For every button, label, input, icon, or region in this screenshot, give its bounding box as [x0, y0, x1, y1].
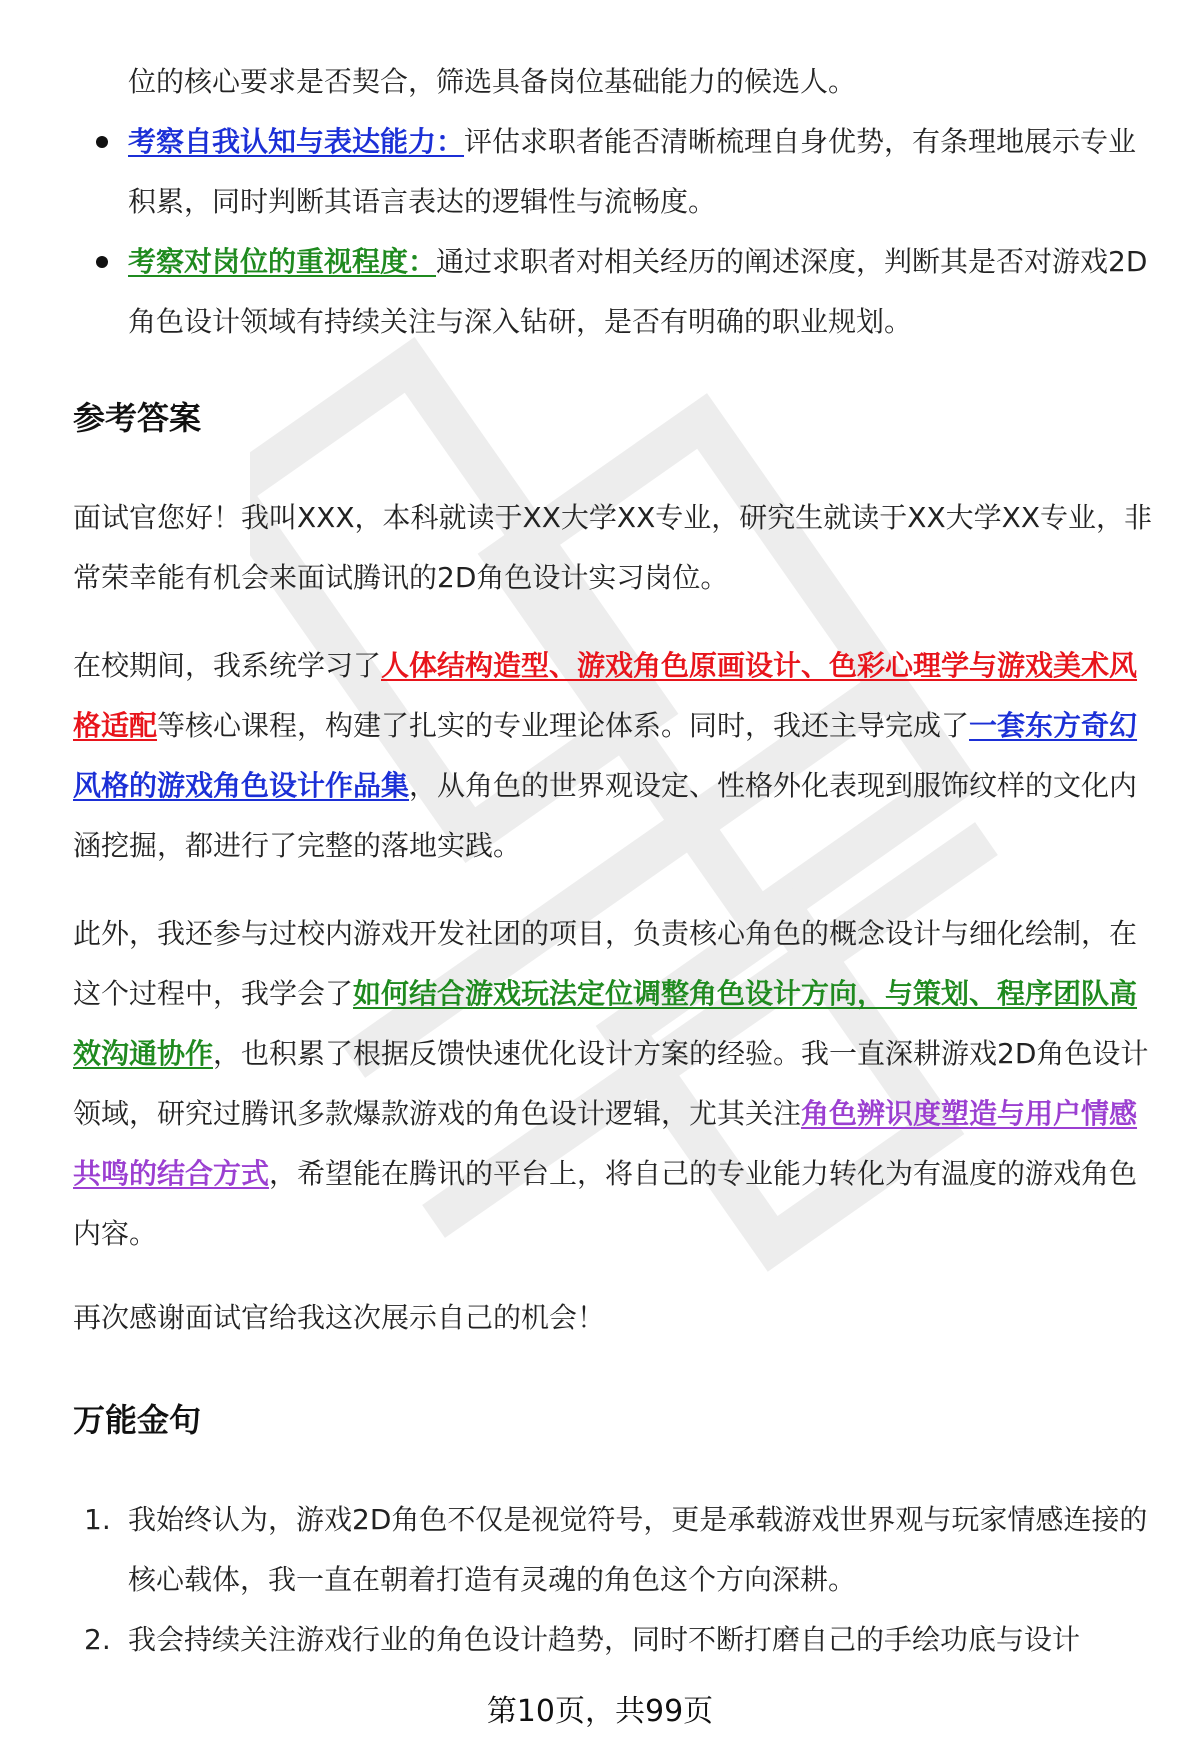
list-item	[0, 1490, 1158, 1610]
item-number: 1.	[84, 1503, 111, 1536]
highlight-label: 考察自我认知与表达能力：	[128, 125, 465, 158]
quotes-list	[0, 1490, 1160, 1670]
answer-paragraph-1: 面试官您好！我叫XXX，本科就读于XX大学XX专业，研究生就读于XX大学XX专业，非常荣幸能有机会来面试腾讯的2D角色设计实习岗位。	[73, 501, 1153, 594]
answer-paragraph-3	[73, 904, 1158, 1264]
page-number: 第10页，共99页	[486, 1694, 714, 1729]
item-text: 我会持续关注游戏行业的角色设计趋势，同时不断打磨自己的手绘功底与设计	[128, 1623, 1081, 1656]
section-title-answer: 参考答案	[73, 399, 202, 437]
highlight-collaboration: 如何结合游戏玩法定位调整角色设计方向，与策划、程序团队高效沟通协作	[73, 977, 1138, 1070]
section-title-quotes: 万能金句	[73, 1401, 202, 1439]
list-item	[0, 232, 1158, 352]
item-text: 评估求职者能否清晰梳理自身优势，有条理地展示专业积累，同时判断其语言表达的逻辑性与流畅度。	[128, 125, 1137, 218]
list-item	[0, 1610, 1158, 1670]
list-item	[0, 112, 1158, 232]
highlight-recognition: 角色辨识度塑造与用户情感共鸣的结合方式	[73, 1097, 1138, 1190]
highlight-courses: 人体结构造型、游戏角色原画设计、色彩心理学与游戏美术风格适配	[73, 649, 1138, 742]
answer-paragraph-4: 再次感谢面试官给我这次展示自己的机会！	[73, 1301, 606, 1334]
text-segment: 在校期间，我系统学习了	[73, 649, 382, 682]
answer-paragraph-2	[73, 636, 1158, 876]
bullet-dot-icon	[96, 136, 108, 148]
text-segment: 此外，我还参与过校内游戏开发社团的项目，负责核心角色的概念设计与细化绘制，在这个过程中，我学会了	[73, 917, 1138, 1010]
text-segment: ，也积累了根据反馈快速优化设计方案的经验。我一直深耕游戏2D角色设计领域，研究过腾讯多款爆款游戏的角色设计逻辑，尤其关注	[73, 1037, 1149, 1130]
text-segment: ，从角色的世界观设定、性格外化表现到服饰纹样的文化内涵挖掘，都进行了完整的落地实践。	[73, 769, 1138, 862]
highlight-portfolio: 一套东方奇幻风格的游戏角色设计作品集	[73, 709, 1138, 802]
item-number: 2.	[84, 1623, 111, 1656]
text-segment: 等核心课程，构建了扎实的专业理论体系。同时，我还主导完成了	[157, 709, 970, 742]
item-text: 我始终认为，游戏2D角色不仅是视觉符号，更是承载游戏世界观与玩家情感连接的核心载体，我一直在朝着打造有灵魂的角色这个方向深耕。	[128, 1503, 1148, 1596]
continuation-text: 位的核心要求是否契合，筛选具备岗位基础能力的候选人。	[128, 65, 857, 98]
text-segment: ，希望能在腾讯的平台上，将自己的专业能力转化为有温度的游戏角色内容。	[73, 1157, 1138, 1250]
highlight-label: 考察对岗位的重视程度：	[128, 245, 437, 278]
item-text: 通过求职者对相关经历的阐述深度，判断其是否对游戏2D角色设计领域有持续关注与深入钻研，是否有明确的职业规划。	[128, 245, 1148, 338]
assessment-list	[0, 112, 1160, 352]
bullet-dot-icon	[96, 256, 108, 268]
